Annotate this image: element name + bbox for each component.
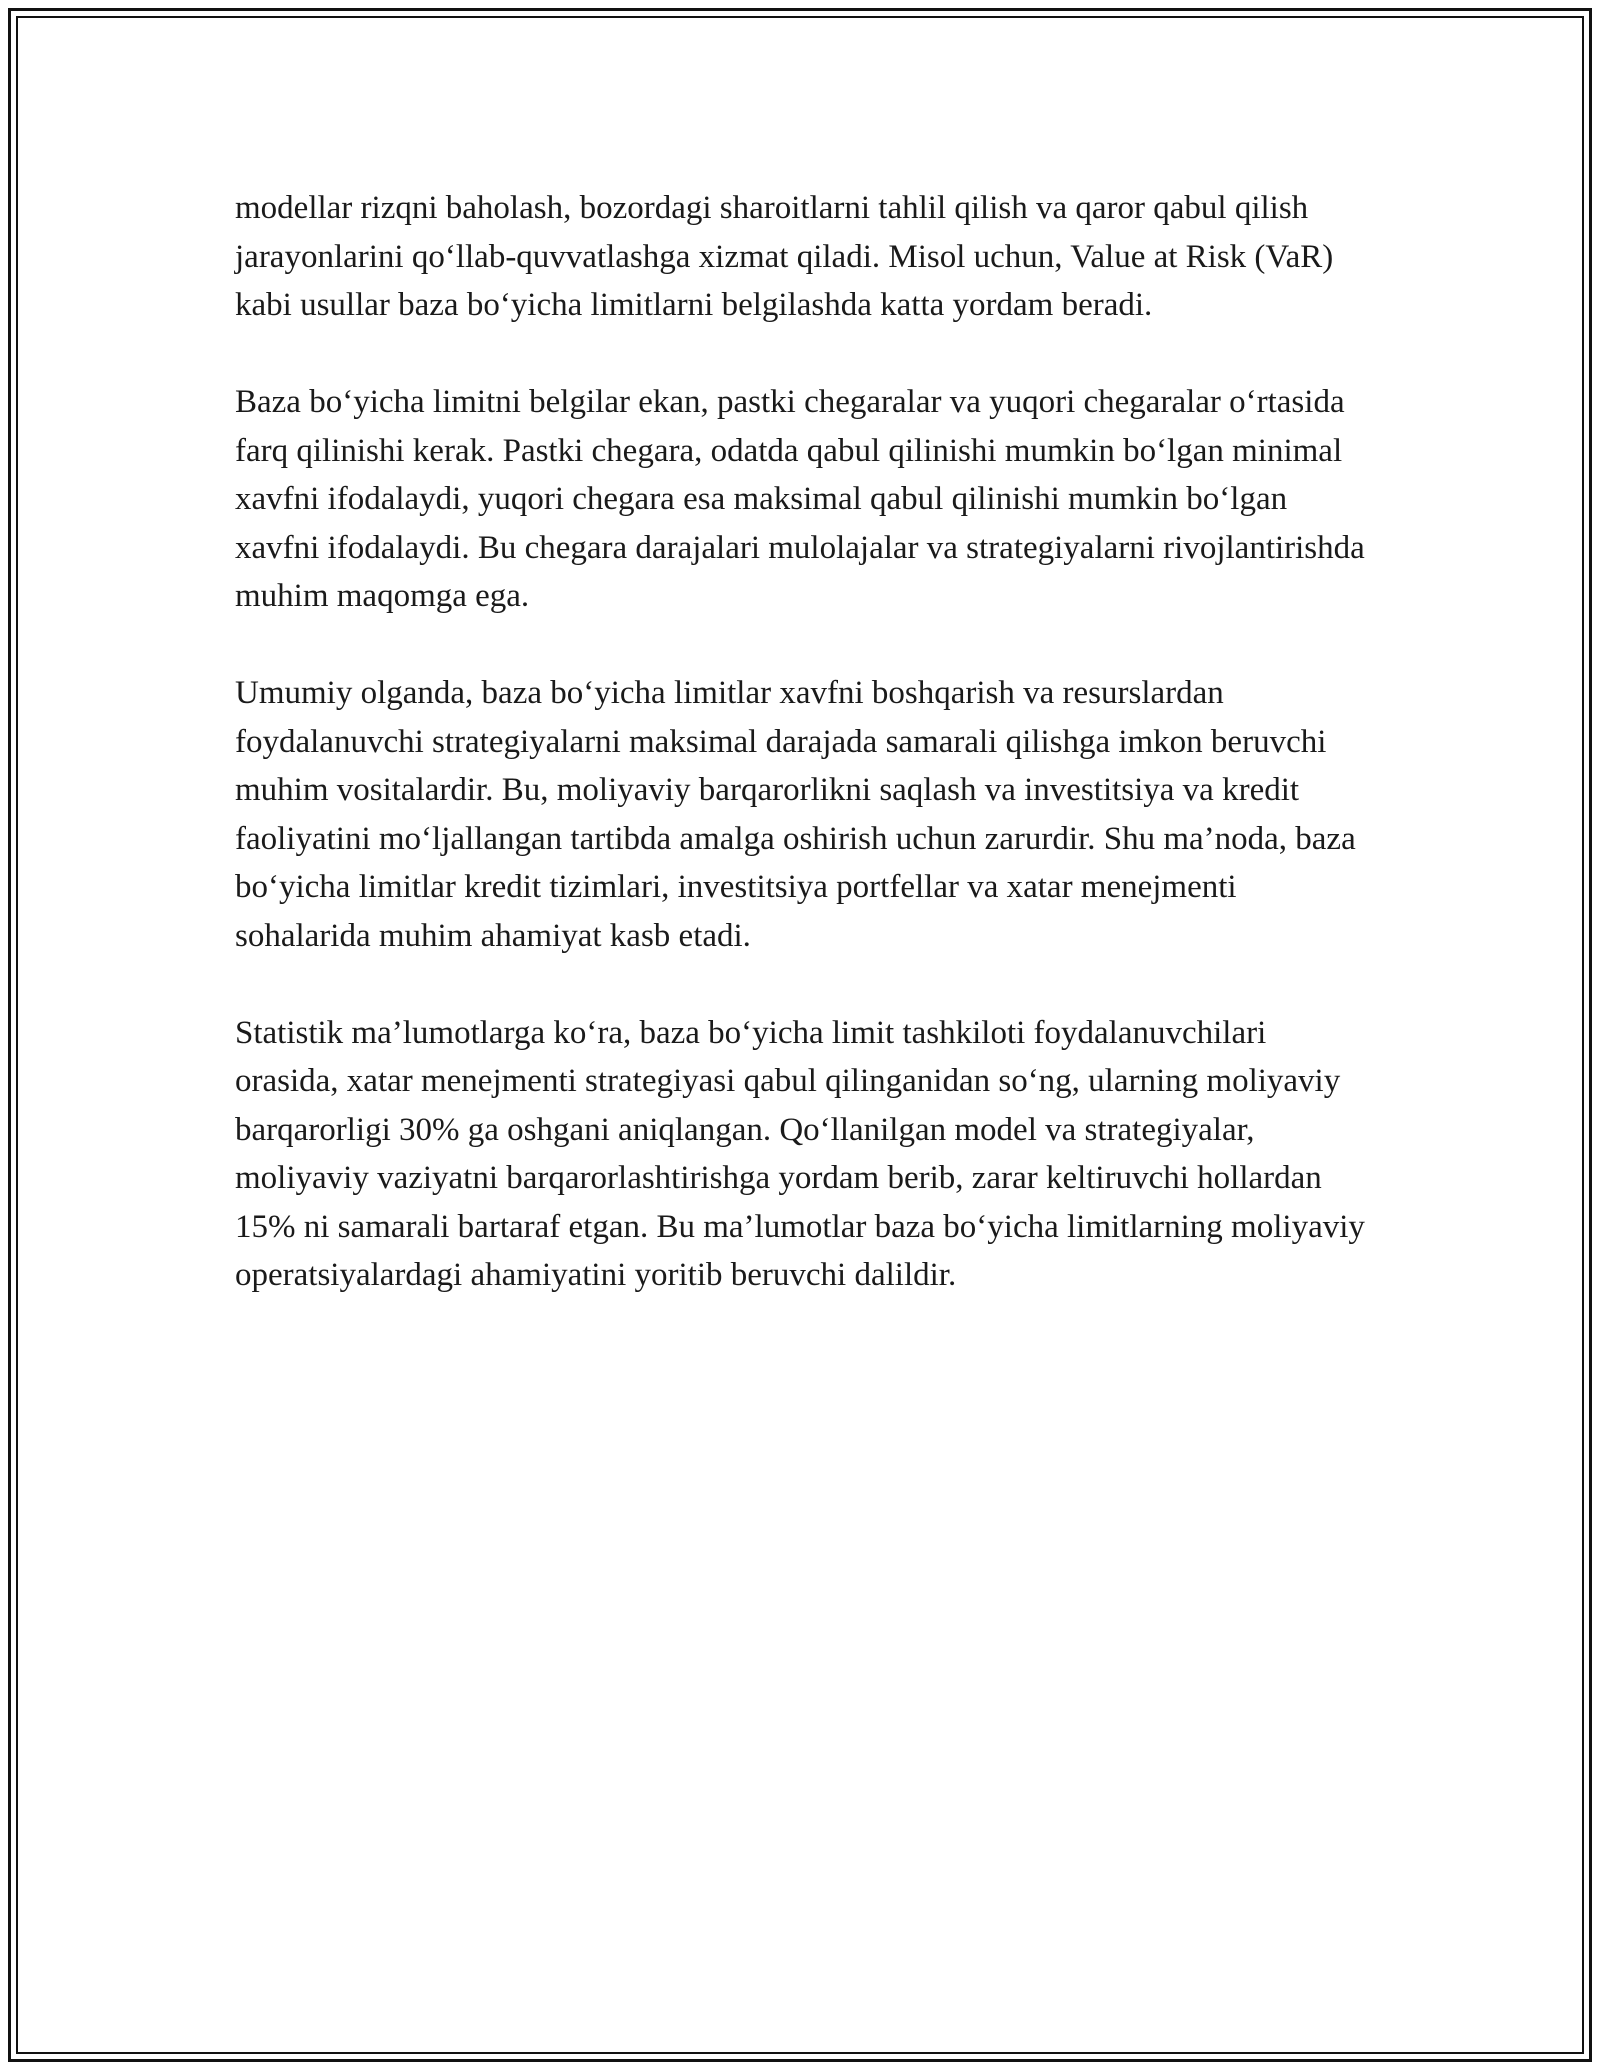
paragraph-1: modellar rizqni baholash, bozordagi sharoitlarni tahlil qilish va qaror qabul qilish jarayonlarini qo‘llab-quvvatlashga xizmat qiladi. Misol uchun, Value at Risk (VaR) kabi usullar baza bo‘yicha limitlarni belgilashda katta yordam beradi.: [235, 190, 1334, 323]
paragraph-2: Baza bo‘yicha limitni belgilar ekan, pastki chegaralar va yuqori chegaralar o‘rtasida farq qilinishi kerak. Pastki chegara, odatda qabul qilinishi mumkin bo‘lgan minimal xavfni ifodalaydi, yuqori chegara esa maksimal qabul qilinishi mumkin bo‘lgan xavfni ifodalaydi. Bu chegara darajalari mulolajalar va strategiyalarni rivojlantirishda muhim maqomga ega.: [235, 384, 1365, 614]
document-body: [235, 184, 1365, 1300]
paragraph-3: Umumiy olganda, baza bo‘yicha limitlar xavfni boshqarish va resurslardan foydalanuvchi strategiyalarni maksimal darajada samarali qilishga imkon beruvchi muhim vositalardir. Bu, moliyaviy barqarorlikni saqlash va investitsiya va kredit faoliyatini mo‘ljallangan tartibda amalga oshirish uchun zarurdir. Shu ma’noda, baza bo‘yicha limitlar kredit tizimlari, investitsiya portfellar va xatar menejmenti sohalarida muhim ahamiyat kasb etadi.: [235, 675, 1356, 954]
paragraph-4: Statistik ma’lumotlarga ko‘ra, baza bo‘yicha limit tashkiloti foydalanuvchilari orasida, xatar menejmenti strategiyasi qabul qilinganidan so‘ng, ularning moliyaviy barqarorligi 30% ga oshgani aniqlangan. Qo‘llanilgan model va strategiyalar, moliyaviy vaziyatni barqarorlashtirishga yordam berib, zarar keltiruvchi hollardan 15% ni samarali bartaraf etgan. Bu ma’lumotlar baza bo‘yicha limitlarning moliyaviy operatsiyalardagi ahamiyatini yoritib beruvchi dalildir.: [235, 1014, 1365, 1293]
